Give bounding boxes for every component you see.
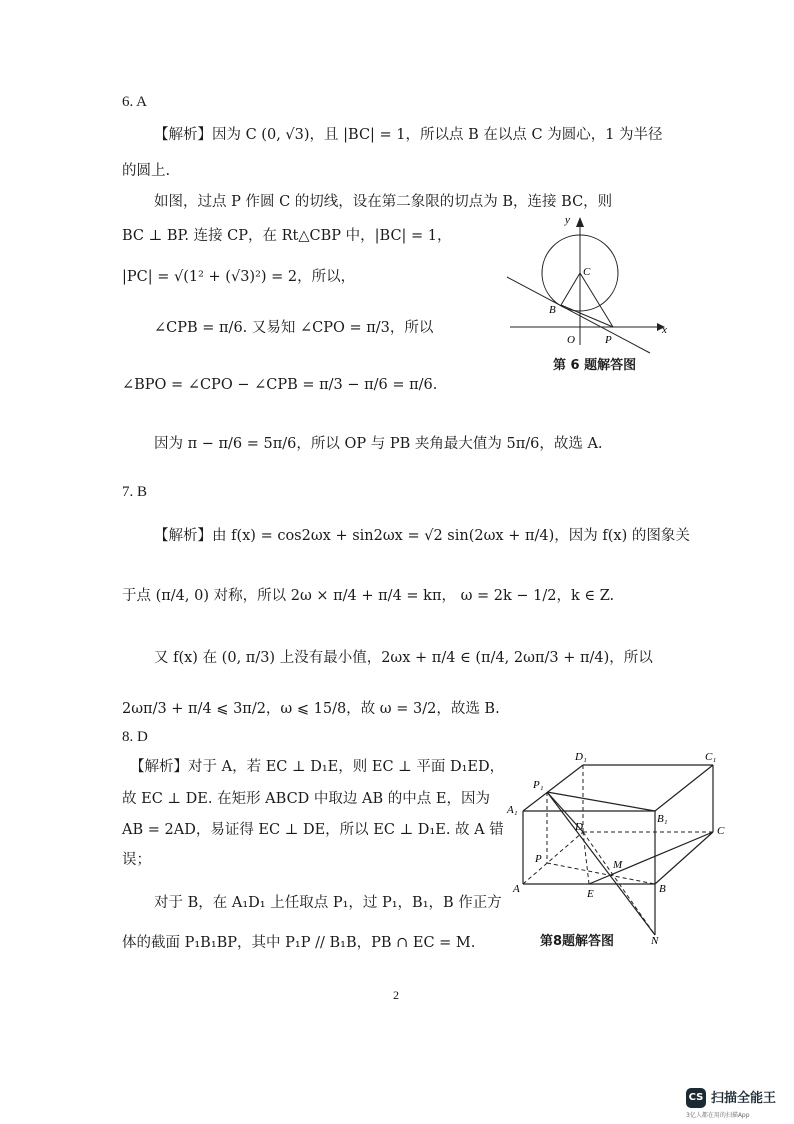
q8-label-M: M bbox=[613, 859, 623, 871]
q8-line-5: 对于 B，在 A₁D₁ 上任取点 P₁，过 P₁，B₁，B 作正方 bbox=[154, 895, 502, 911]
q6-figure-caption: 第 6 题解答图 bbox=[553, 358, 637, 373]
camscanner-logo: CS bbox=[686, 1088, 706, 1108]
q6-line-8: 因为 π − π/6 = 5π/6，所以 OP 与 PB 夹角最大值为 5π/6，故选 A. bbox=[154, 436, 603, 452]
q8-number: 8. D bbox=[122, 729, 148, 745]
q8-label-D1: D₁ bbox=[575, 751, 587, 763]
q6-figure bbox=[505, 205, 675, 355]
q8-label-P1: P₁ bbox=[533, 779, 544, 791]
q8-line-3: AB = 2AD，易证得 EC ⊥ DE，所以 EC ⊥ D₁E. 故 A 错 bbox=[122, 822, 504, 838]
q8-label-B1: B₁ bbox=[657, 813, 668, 825]
q8-label-A1: A₁ bbox=[507, 804, 518, 816]
q6-label-B: B bbox=[549, 304, 556, 316]
q8-line-1: 【解析】对于 A，若 EC ⊥ D₁E，则 EC ⊥ 平面 D₁ED， bbox=[130, 759, 505, 775]
q6-number: 6. A bbox=[122, 94, 148, 110]
q6-label-x: x bbox=[662, 324, 667, 336]
q8-label-A: A bbox=[513, 883, 520, 895]
q6-segment-BP bbox=[561, 305, 613, 327]
q8-label-D: D bbox=[575, 821, 583, 833]
q6-line-6: ∠CPB = π/6. 又易知 ∠CPO = π/3，所以 bbox=[154, 320, 434, 336]
q8-label-E: E bbox=[587, 888, 594, 900]
q8-label-C1: C₁ bbox=[705, 751, 717, 763]
q6-line-4: BC ⊥ BP. 连接 CP，在 Rt△CBP 中，|BC| = 1， bbox=[122, 228, 452, 244]
q7-line-2: 于点 (π/4, 0) 对称，所以 2ω × π/4 + π/4 = kπ， ω = 2k − 1/2，k ∈ Z. bbox=[122, 588, 615, 604]
q8-line-2: 故 EC ⊥ DE. 在矩形 ABCD 中取边 AB 的中点 E，因为 bbox=[122, 791, 490, 807]
q8-figure-caption: 第8题解答图 bbox=[540, 934, 615, 949]
q6-tangent bbox=[507, 277, 650, 353]
watermark-subtitle: 3亿人都在用的扫描App bbox=[686, 1112, 750, 1119]
q7-line-3: 又 f(x) 在 (0, π/3) 上没有最小值，2ωx + π/4 ∈ (π/4, 2ωπ/3 + π/4)，所以 bbox=[154, 650, 653, 666]
q8-line-4: 误； bbox=[122, 852, 151, 868]
q6-y-arrow bbox=[576, 217, 584, 227]
q6-segment-CB bbox=[561, 273, 580, 305]
watermark-title: 扫描全能王 bbox=[711, 1091, 777, 1106]
q6-line-7: ∠BPO = ∠CPO − ∠CPB = π/3 − π/6 = π/6. bbox=[122, 377, 438, 393]
page-number: 2 bbox=[393, 988, 399, 1002]
q6-label-O: O bbox=[567, 334, 575, 346]
q8-label-C: C bbox=[717, 825, 725, 837]
q8-label-P: P bbox=[535, 853, 542, 865]
q6-line-1: 【解析】因为 C (0, √3)，且 |BC| = 1，所以点 B 在以点 C 为圆心，1 为半径 bbox=[154, 127, 663, 143]
q6-line-3: 如图，过点 P 作圆 C 的切线，设在第二象限的切点为 B，连接 BC，则 bbox=[154, 194, 613, 210]
q7-line-4: 2ωπ/3 + π/4 ⩽ 3π/2，ω ⩽ 15/8，故 ω = 3/2，故选 B. bbox=[122, 701, 500, 717]
q6-line-2: 的圆上. bbox=[122, 163, 171, 179]
q6-label-P: P bbox=[605, 334, 612, 346]
q8-figure bbox=[505, 740, 735, 945]
q8-label-B: B bbox=[659, 883, 666, 895]
q8-label-N: N bbox=[651, 935, 659, 945]
q8-line-6: 体的截面 P₁B₁BP，其中 P₁P // B₁B，PB ∩ EC = M. bbox=[122, 935, 476, 951]
q6-label-y: y bbox=[565, 214, 570, 226]
q6-label-C: C bbox=[583, 266, 591, 278]
q7-number: 7. B bbox=[122, 484, 148, 500]
q7-line-1: 【解析】由 f(x) = cos2ωx + sin2ωx = √2 sin(2ωx + π/4)，因为 f(x) 的图象关 bbox=[154, 528, 690, 544]
q6-line-5: |PC| = √(1² + (√3)²) = 2，所以， bbox=[122, 269, 356, 285]
